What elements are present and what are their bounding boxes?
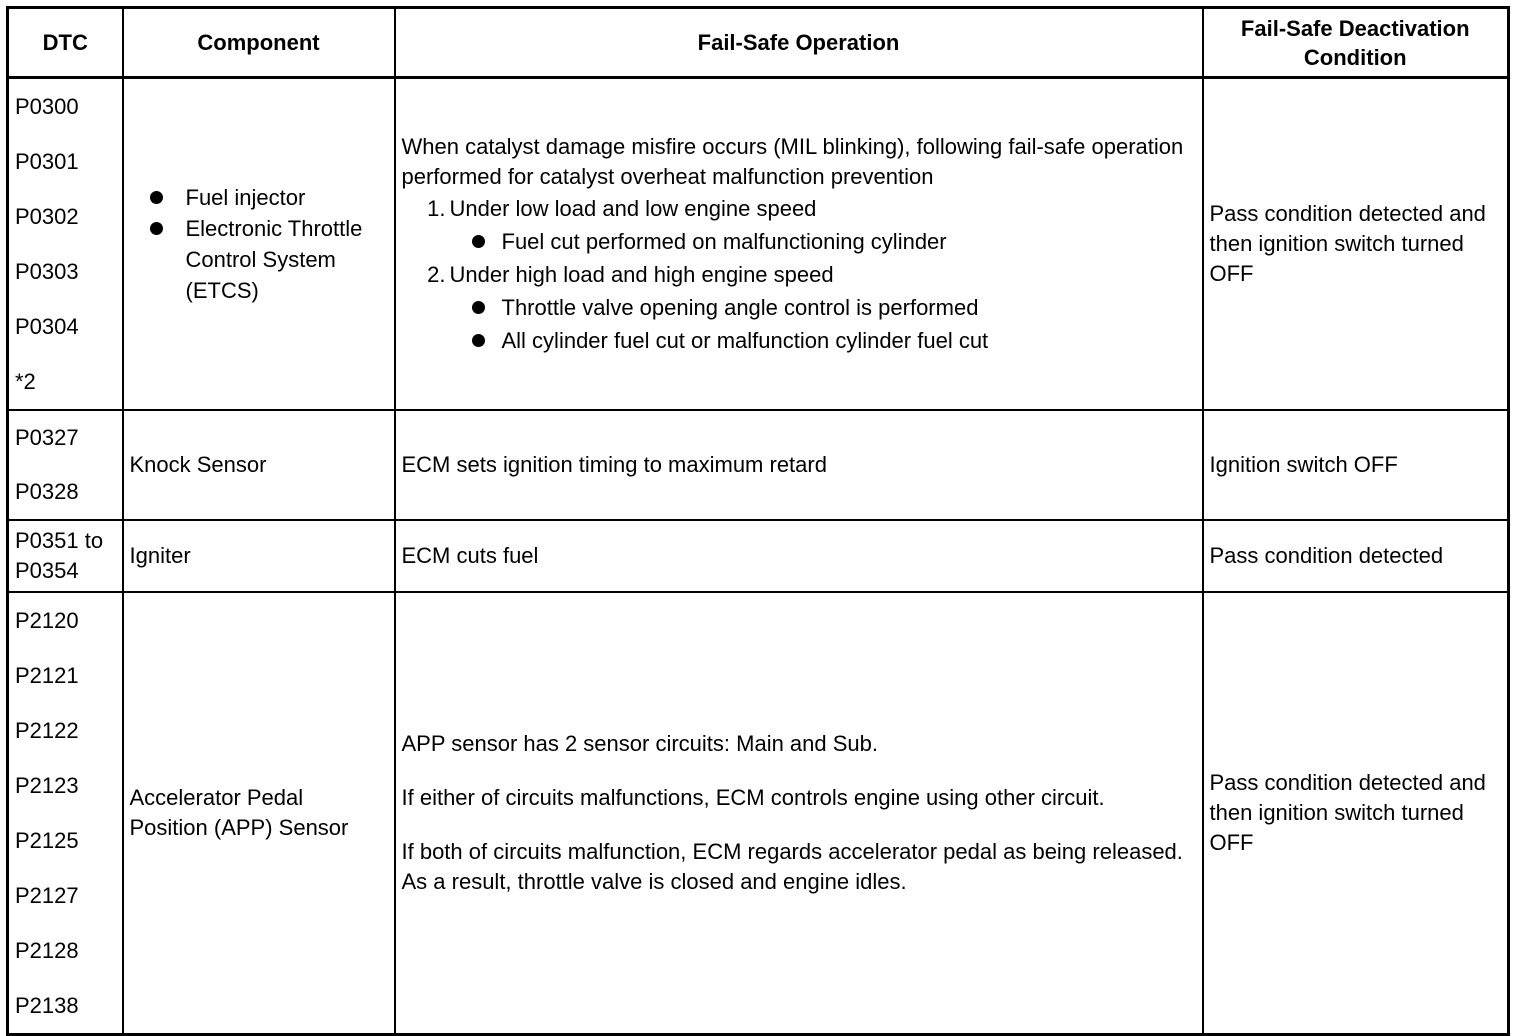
dtc-footnote: *2 [15, 369, 36, 394]
operation-paragraph: If either of circuits malfunctions, ECM controls engine using other circuit. [401, 785, 1105, 810]
operation-paragraph: If both of circuits malfunction, ECM regards accelerator pedal as being released. As a result, throttle valve is closed and engine idles. [401, 839, 1183, 894]
header-deactivation-line1: Fail-Safe Deactivation [1240, 15, 1470, 41]
table-row-igniter [8, 520, 1509, 592]
header-row [8, 8, 1509, 78]
dtc-cell [8, 592, 123, 1035]
dtc-cell [8, 78, 123, 411]
header-operation: Fail-Safe Operation [395, 8, 1203, 78]
component-bullet: Electronic Throttle Control System (ETCS) [146, 213, 388, 306]
component-cell: Accelerator Pedal Position (APP) Sensor [123, 592, 395, 1035]
dtc-list [15, 411, 116, 519]
step-bullet: All cylinder fuel cut or malfunction cylinder fuel cut [472, 324, 1196, 357]
component-cell: Knock Sensor [123, 410, 395, 520]
deactivation-cell: Pass condition detected and then ignition switch turned OFF [1203, 592, 1509, 1035]
dtc-code: P0302 [15, 204, 79, 229]
fail-safe-table [6, 6, 1510, 1036]
table-row-misfire [8, 78, 1509, 411]
operation-cell: ECM sets ignition timing to maximum retard [395, 410, 1203, 520]
step-number: 1. [427, 195, 446, 221]
header-deactivation-line2: Condition [1303, 44, 1407, 70]
operation-step [402, 258, 1196, 357]
deactivation-cell: Pass condition detected [1203, 520, 1509, 592]
step-bullet: Fuel cut performed on malfunctioning cylinder [472, 225, 1196, 258]
table-row-app-sensor [8, 592, 1509, 1035]
header-deactivation [1203, 8, 1509, 78]
step-bullets [402, 291, 1196, 357]
component-bullet: Fuel injector [146, 182, 388, 213]
component-cell: Igniter [123, 520, 395, 592]
operation-cell [395, 592, 1203, 1035]
table-row-knock-sensor [8, 410, 1509, 520]
dtc-cell: P0351 to P0354 [8, 520, 123, 592]
dtc-list [15, 79, 116, 409]
step-bullet: Throttle valve opening angle control is performed [472, 291, 1196, 324]
dtc-code: P0300 [15, 94, 79, 119]
step-text: Under high load and high engine speed [449, 261, 834, 287]
dtc-code: P2125 [15, 828, 79, 853]
dtc-list [15, 593, 116, 1033]
step-bullets [402, 225, 1196, 258]
operation-paragraph: APP sensor has 2 sensor circuits: Main and Sub. [401, 731, 879, 756]
operation-step [402, 192, 1196, 258]
deactivation-cell: Pass condition detected and then ignition switch turned OFF [1203, 78, 1509, 411]
step-text: Under low load and low engine speed [449, 195, 817, 221]
operation-steps [402, 192, 1196, 357]
component-cell [123, 78, 395, 411]
deactivation-cell: Ignition switch OFF [1203, 410, 1509, 520]
dtc-code: P0301 [15, 149, 79, 174]
header-component: Component [123, 8, 395, 78]
dtc-code: P2138 [15, 993, 79, 1018]
dtc-code: P2120 [15, 608, 79, 633]
dtc-code: P0327 [15, 425, 79, 450]
operation-cell: ECM cuts fuel [395, 520, 1203, 592]
dtc-code: P0303 [15, 259, 79, 284]
dtc-code: P0304 [15, 314, 79, 339]
dtc-code: P2123 [15, 773, 79, 798]
dtc-code: P2122 [15, 718, 79, 743]
operation-intro: When catalyst damage misfire occurs (MIL blinking), following fail-safe operation performed for catalyst overheat malfunction prevention [401, 133, 1184, 189]
component-bullet-list [130, 182, 388, 306]
dtc-code: P2121 [15, 663, 79, 688]
dtc-code: P2128 [15, 938, 79, 963]
dtc-code: P0328 [15, 479, 79, 504]
dtc-code: P2127 [15, 883, 79, 908]
header-dtc: DTC [8, 8, 123, 78]
step-number: 2. [427, 261, 446, 287]
dtc-cell [8, 410, 123, 520]
operation-cell [395, 78, 1203, 411]
